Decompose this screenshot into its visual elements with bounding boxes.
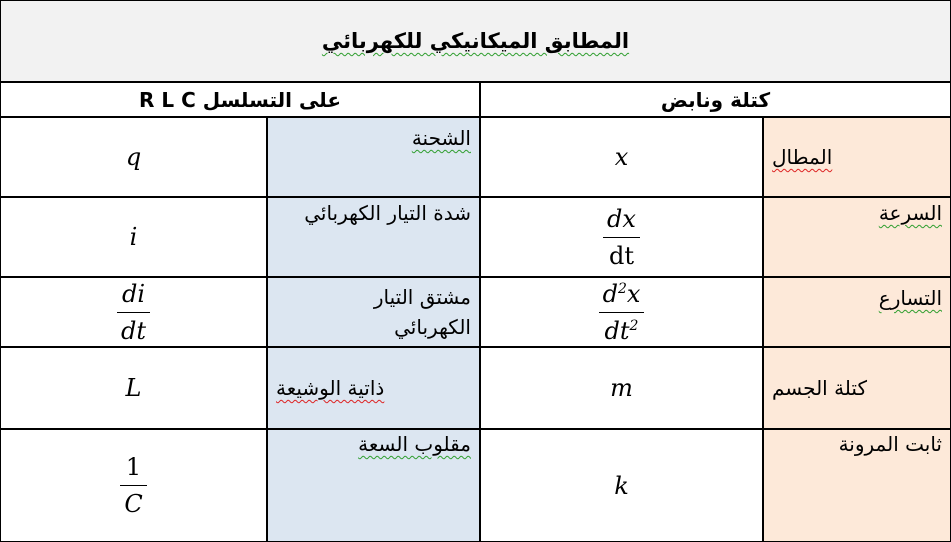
mech-label-mass xyxy=(763,347,951,429)
fraction-numerator: 1 xyxy=(125,453,142,481)
symbol-L: L xyxy=(125,374,142,402)
mech-label-velocity xyxy=(763,197,951,277)
fraction-dx-dt xyxy=(603,203,640,272)
numerator-exponent: 2 xyxy=(617,280,627,297)
fraction-denominator xyxy=(601,315,643,347)
label-inductance: ذاتية الوشيعة xyxy=(276,376,385,400)
label-mass: كتلة الجسم xyxy=(772,376,867,400)
elec-label-current xyxy=(267,197,480,277)
title-text: المطابق الميكانيكي للكهربائي xyxy=(321,29,630,53)
mech-label-acceleration xyxy=(763,277,951,347)
mech-fraction-velocity xyxy=(480,197,763,277)
label-derivative-line2: الكهربائي xyxy=(394,315,471,339)
mech-label-stiffness xyxy=(763,429,951,542)
fraction-denominator: C xyxy=(124,490,143,518)
header-electrical-text: على التسلسل R L C xyxy=(139,87,341,112)
fraction-bar xyxy=(117,312,150,313)
denominator-base: dt xyxy=(604,316,630,345)
elec-symbol-charge xyxy=(0,117,267,197)
elec-label-inverse-capacitance xyxy=(267,429,480,542)
fraction-bar xyxy=(603,237,640,238)
header-electrical xyxy=(0,82,480,117)
elec-fraction-di-dt xyxy=(0,277,267,347)
fraction-numerator: dx xyxy=(607,204,636,233)
elec-symbol-inductance xyxy=(0,347,267,429)
mech-fraction-acceleration xyxy=(480,277,763,347)
symbol-m: m xyxy=(610,374,633,402)
label-stiffness: ثابت المرونة xyxy=(838,432,942,456)
header-mechanical xyxy=(480,82,951,117)
label-displacement: المطال xyxy=(772,145,833,169)
fraction-1-over-C xyxy=(120,451,146,520)
elec-label-inductance xyxy=(267,347,480,429)
table-title xyxy=(0,0,951,82)
fraction-denominator: dt xyxy=(608,241,634,270)
symbol-k: k xyxy=(614,471,629,500)
fraction-numerator: di xyxy=(121,279,146,308)
mech-symbol-displacement xyxy=(480,117,763,197)
elec-label-current-derivative xyxy=(267,277,480,347)
elec-label-charge xyxy=(267,117,480,197)
symbol-q: q xyxy=(125,143,142,171)
denominator-exponent: 2 xyxy=(629,317,639,334)
elec-symbol-current xyxy=(0,197,267,277)
fraction-denominator: dt xyxy=(120,316,146,345)
numerator-variable: x xyxy=(626,279,641,308)
fraction-d2x-dt2 xyxy=(599,278,645,347)
fraction-bar xyxy=(599,312,645,313)
symbol-i: i xyxy=(129,223,138,251)
mech-label-displacement xyxy=(763,117,951,197)
label-derivative-line1: مشتق التيار xyxy=(373,285,471,309)
mech-symbol-mass xyxy=(480,347,763,429)
fraction-di-dt xyxy=(117,278,150,347)
label-charge: الشحنة xyxy=(411,126,471,150)
label-acceleration: التسارع xyxy=(878,286,942,310)
mech-symbol-stiffness xyxy=(480,429,763,542)
fraction-bar xyxy=(120,485,146,486)
label-velocity: السرعة xyxy=(878,201,942,225)
fraction-numerator xyxy=(599,278,645,310)
elec-fraction-inverse-capacitance xyxy=(0,429,267,542)
header-mechanical-text: كتلة ونابض xyxy=(660,87,771,112)
label-current: شدة التيار الكهربائي xyxy=(304,201,471,225)
numerator-base: d xyxy=(602,279,618,308)
label-inverse-capacitance: مقلوب السعة xyxy=(358,432,471,456)
symbol-x: x xyxy=(614,143,629,171)
